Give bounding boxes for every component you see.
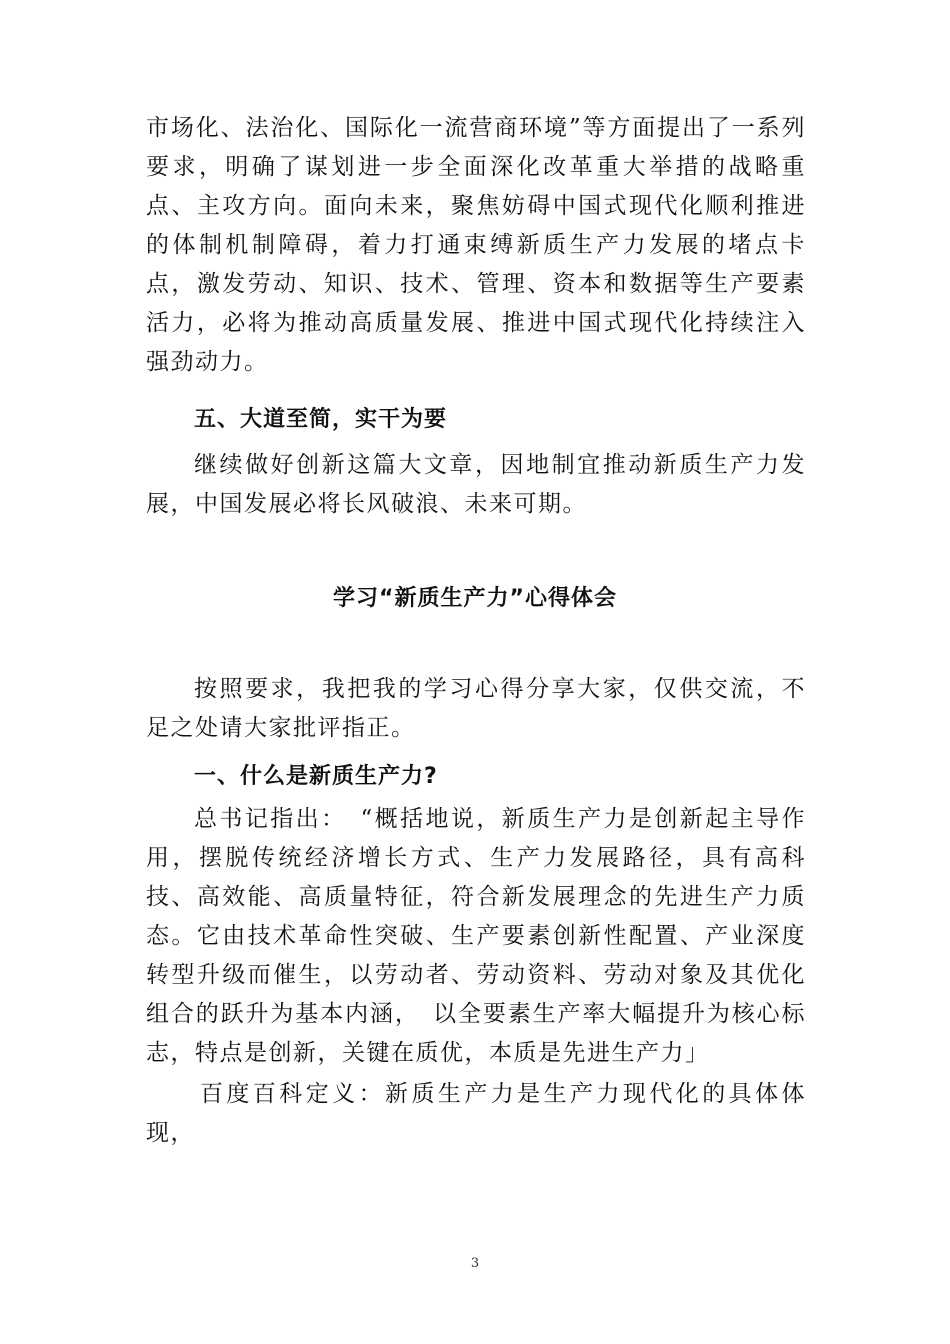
page-number: 3 — [470, 1256, 480, 1271]
section-five-heading: 五、大道至简，实干为要 — [194, 407, 448, 432]
quote-paragraph: 总书记指出： “概括地说，新质生产力是创新起主导作用，摆脱传统经济增长方式、生产力发展路径，具有高科技、高效能、高质量特征，符合新发展理念的先进生产力质态。它由技术革命性突破、生产要素创新性配置、产业深度转型升级而催生，以劳动者、劳动资料、劳动对象及其优化组合的跃升为基本内涵， 以全要素生产率大幅提升为核心标志，特点是创新，关键在质优，本质是先进生产力」 — [146, 806, 806, 1066]
article-title: 学习“新质生产力”心得体会 — [333, 586, 617, 611]
section-five-body: 继续做好创新这篇大文章，因地制宜推动新质生产力发展，中国发展必将长风破浪、未来可期。 — [146, 452, 806, 517]
section-one-heading: 一、什么是新质生产力? — [194, 764, 438, 789]
continued-paragraph: 市场化、法治化、国际化一流营商环境”等方面提出了一系列要求，明确了谋划进一步全面深化改革重大举措的战略重点、主攻方向。面向未来，聚焦妨碍中国式现代化顺利推进的体制机制障碍，着力打通束缚新质生产力发展的堵点卡点，激发劳动、知识、技术、管理、资本和数据等生产要素活力，必将为推动高质量发展、推进中国式现代化持续注入强劲动力。 — [146, 115, 806, 375]
intro-paragraph: 按照要求，我把我的学习心得分享大家，仅供交流，不足之处请大家批评指正。 — [146, 676, 806, 741]
baike-paragraph: 百度百科定义：新质生产力是生产力现代化的具体体现， — [146, 1081, 806, 1146]
